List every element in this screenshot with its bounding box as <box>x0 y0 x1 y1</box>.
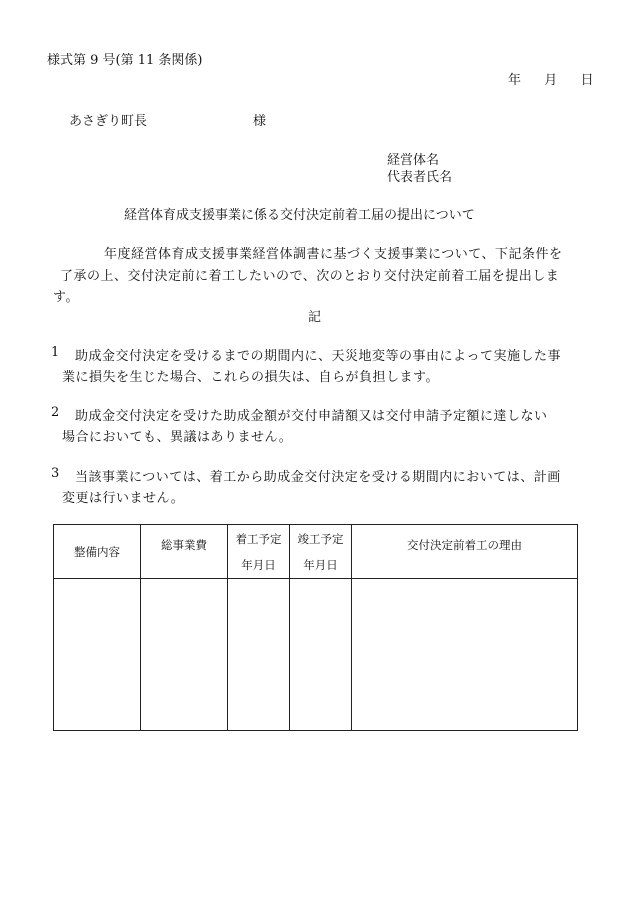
cell-reason[interactable] <box>352 579 578 731</box>
condition-1-line-1: 助成金交付決定を受けるまでの期間内に、天災地変等の事由によって実施した事 <box>75 349 562 364</box>
header-total-cost: 総事業費 <box>141 525 228 579</box>
header-start-label: 着工予定 <box>235 531 282 546</box>
header-finish-ymd: 年月日 <box>303 557 338 572</box>
cell-total-cost[interactable] <box>141 579 228 731</box>
condition-2-number: 2 <box>51 405 60 420</box>
table-header-row <box>54 525 578 579</box>
addressee-name: あさぎり町長 <box>69 114 148 129</box>
header-reason: 交付決定前着工の理由 <box>352 525 578 579</box>
date-line <box>508 69 594 88</box>
header-finish-label: 竣工予定 <box>297 531 344 546</box>
condition-1-number: 1 <box>51 345 60 360</box>
condition-3-number: 3 <box>51 466 60 481</box>
cell-finish-date[interactable] <box>290 579 352 731</box>
condition-3-line-1: 当該事業については、着工から助成金交付決定を受ける期間内においては、計画 <box>75 470 561 485</box>
intro-line-3: す。 <box>53 290 79 305</box>
table-row <box>54 579 578 731</box>
condition-1-line-2: 業に損失を生じた場合、これらの損失は、自らが負担します。 <box>62 370 439 385</box>
form-number: 様式第 9 号(第 11 条関係) <box>47 53 203 68</box>
condition-3-line-2: 変更は行いません。 <box>62 491 185 506</box>
date-month: 月 <box>544 73 558 88</box>
header-content: 整備内容 <box>54 525 141 579</box>
intro-line-1: 年度経営体育成支援事業経営体調書に基づく支援事業について、下記条件を <box>104 247 563 262</box>
header-finish-planned <box>290 525 352 579</box>
header-start-ymd: 年月日 <box>241 557 276 572</box>
addressee-honorific: 様 <box>253 114 267 129</box>
condition-2-line-1: 助成金交付決定を受けた助成金額が交付申請額又は交付申請予定額に達しない <box>75 409 548 424</box>
representative-name-label: 代表者氏名 <box>387 170 453 185</box>
date-year: 年 <box>508 73 522 88</box>
entity-name-label: 経営体名 <box>387 153 440 168</box>
construction-table <box>53 524 578 731</box>
header-start-planned <box>228 525 290 579</box>
condition-2-line-2: 場合においても、異議はありません。 <box>62 430 293 445</box>
cell-start-date[interactable] <box>228 579 290 731</box>
document-title: 経営体育成支援事業に係る交付決定前着工届の提出について <box>124 208 475 223</box>
date-day: 日 <box>580 73 594 88</box>
ki-heading: 記 <box>308 310 322 325</box>
intro-line-2: 了承の上、交付決定前に着工したいので、次のとおり交付決定前着工届を提出しま <box>60 269 560 284</box>
cell-content[interactable] <box>54 579 141 731</box>
